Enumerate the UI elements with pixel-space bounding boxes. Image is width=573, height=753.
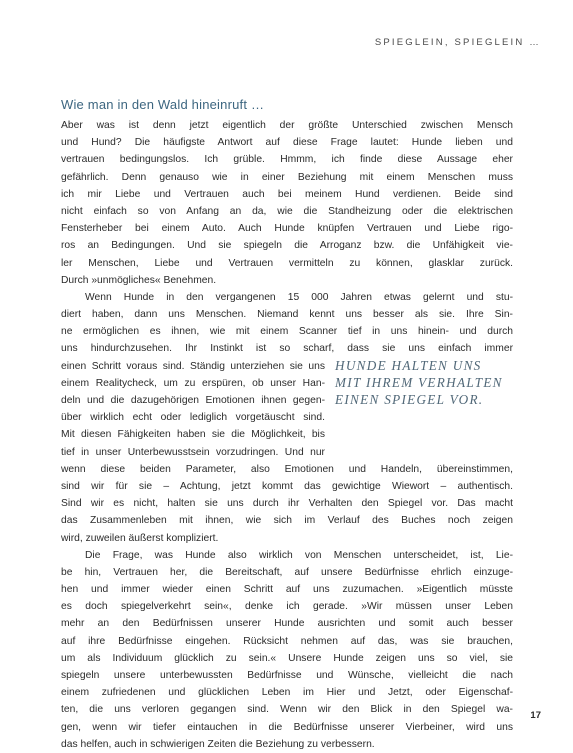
- body-line: Durch »unmögliches« Benehmen.: [61, 274, 217, 286]
- body-line: gen, wenn wir tiefer eintauchen in die Bedürfnisse unserer Vierbeiner, wird uns: [61, 721, 513, 733]
- body-line: ten, die uns verloren gegangen sind. Wenn wir den Blick in den Spiegel wa-: [61, 704, 513, 716]
- body-line: und Hund? Die häufigste Antwort auf diese Frage lautet: Hunde lieben und: [61, 137, 513, 149]
- body-line: diert haben, dann uns Menschen. Niemand kennt uns besser als sie. Ihre Sin-: [61, 309, 513, 321]
- body-line: Die Frage, was Hunde also wirklich von Menschen unterscheidet, ist, Lie-: [85, 549, 513, 561]
- body-line: wenn diese beiden Parameter, also Emotionen und Handeln, übereinstimmen,: [61, 463, 513, 475]
- body-line: vertrauen bedingungslos. Ich grüble. Hmmm, ich finde diese Aussage eher: [61, 154, 513, 166]
- body-line: über wirklich echt oder lediglich vorgetäuscht sind.: [61, 412, 325, 424]
- body-line: nicht einfach so von Anfang an da, wie die Standheizung oder die elektrischen: [61, 205, 513, 217]
- body-line: einen Schritt voraus sind. Ständig unterziehen sie uns: [61, 360, 325, 372]
- body-line: das helfen, auch in schwierigen Zeiten die Beziehung zu verbessern.: [61, 738, 375, 750]
- body-line: Mit diesen Fähigkeiten haben sie die Möglichkeit, bis: [61, 429, 325, 441]
- body-line: deln und die dazugehörigen Emotionen ihnen gegen-: [61, 395, 325, 406]
- section-heading: Wie man in den Wald hineinruft …: [61, 97, 265, 112]
- body-line: uns hindurchzusehen. Ihr Instinkt ist so scharf, dass sie uns einfach immer: [61, 343, 513, 355]
- body-line: ne ermöglichen es ihnen, wie mit einem Scanner tief in uns hinein- und durch: [61, 326, 513, 338]
- body-line: ich mir Liebe und Vertrauen auch bei meinem Hund verdienen. Beide sind: [61, 188, 513, 200]
- body-line: mehr an den Bedürfnissen unserer Hunde ausrichten und somit auch besser: [61, 618, 513, 630]
- page-number: 17: [530, 710, 541, 721]
- body-line: ler Menschen, Liebe und Vertrauen vermitteln zu können, glasklar zurück.: [61, 257, 513, 269]
- body-line: einem zufriedenen und glücklichen Leben im Hier und Jetzt, oder Eigenschaf-: [61, 687, 513, 699]
- body-line: sind wir für sie – Achtung, jetzt kommt das gewichtige Wiewort – authentisch.: [61, 480, 513, 492]
- body-line: gefährlich. Denn genauso wie in einer Beziehung mit einem Menschen muss: [61, 171, 513, 183]
- pull-quote-line: HUNDE HALTEN UNS: [335, 358, 482, 373]
- body-line: Fensterheber bei einem Auto. Auch Hunde knüpfen Vertrauen und Liebe rigo-: [61, 223, 513, 235]
- pull-quote-line: EINEN SPIEGEL VOR.: [335, 392, 484, 407]
- body-line: Aber was ist denn jetzt eigentlich der größte Unterschied zwischen Mensch: [61, 120, 513, 131]
- pull-quote: [335, 357, 513, 408]
- body-line: spiegeln unsere unterbewussten Bedürfnisse und Wünsche, vielleicht die nach: [61, 670, 513, 681]
- body-line: be hin, Vertrauen her, die Bereitschaft, auf unsere Bedürfnisse ehrlich einzuge-: [61, 566, 513, 578]
- body-line: es doch spiegelverkehrt sein«, denke ich gerade. »Wir müssen unser Leben: [61, 601, 513, 613]
- body-line: einem Realitycheck, um zu erspüren, ob unser Han-: [61, 377, 325, 389]
- body-line: um als Individuum glücklich zu sein.« Unsere Hunde zeigen uns so viel, sie: [61, 652, 513, 664]
- body-line: Sind wir es nicht, halten sie uns durch ihr Verhalten den Spiegel vor. Das macht: [61, 498, 513, 510]
- body-line: das Zusammenleben mit ihnen, wie sich im Verlauf des Buches noch zeigen: [61, 515, 513, 527]
- body-line: tief in unser Unterbewusstsein vorzudringen. Und nur: [61, 446, 325, 458]
- body-line: wird, zuweilen äußerst kompliziert.: [61, 532, 219, 544]
- body-line: Wenn Hunde in den vergangenen 15 000 Jahren etwas gelernt und stu-: [85, 291, 513, 303]
- pull-quote-line: MIT IHREM VERHALTEN: [335, 375, 503, 390]
- body-line: hen und immer wieder einen Schritt auf uns zuzumachen. »Eigentlich müsste: [61, 584, 513, 596]
- running-head: SPIEGLEIN, SPIEGLEIN …: [374, 37, 541, 48]
- body-text: [61, 117, 513, 753]
- body-line: auf ihre Bedürfnisse eingehen. Rücksicht nehmen auf das, was sie brauchen,: [61, 635, 513, 647]
- body-line: ros an Bedingungen. Und sie spiegeln die Arroganz bzw. die Unfähigkeit vie-: [61, 240, 513, 252]
